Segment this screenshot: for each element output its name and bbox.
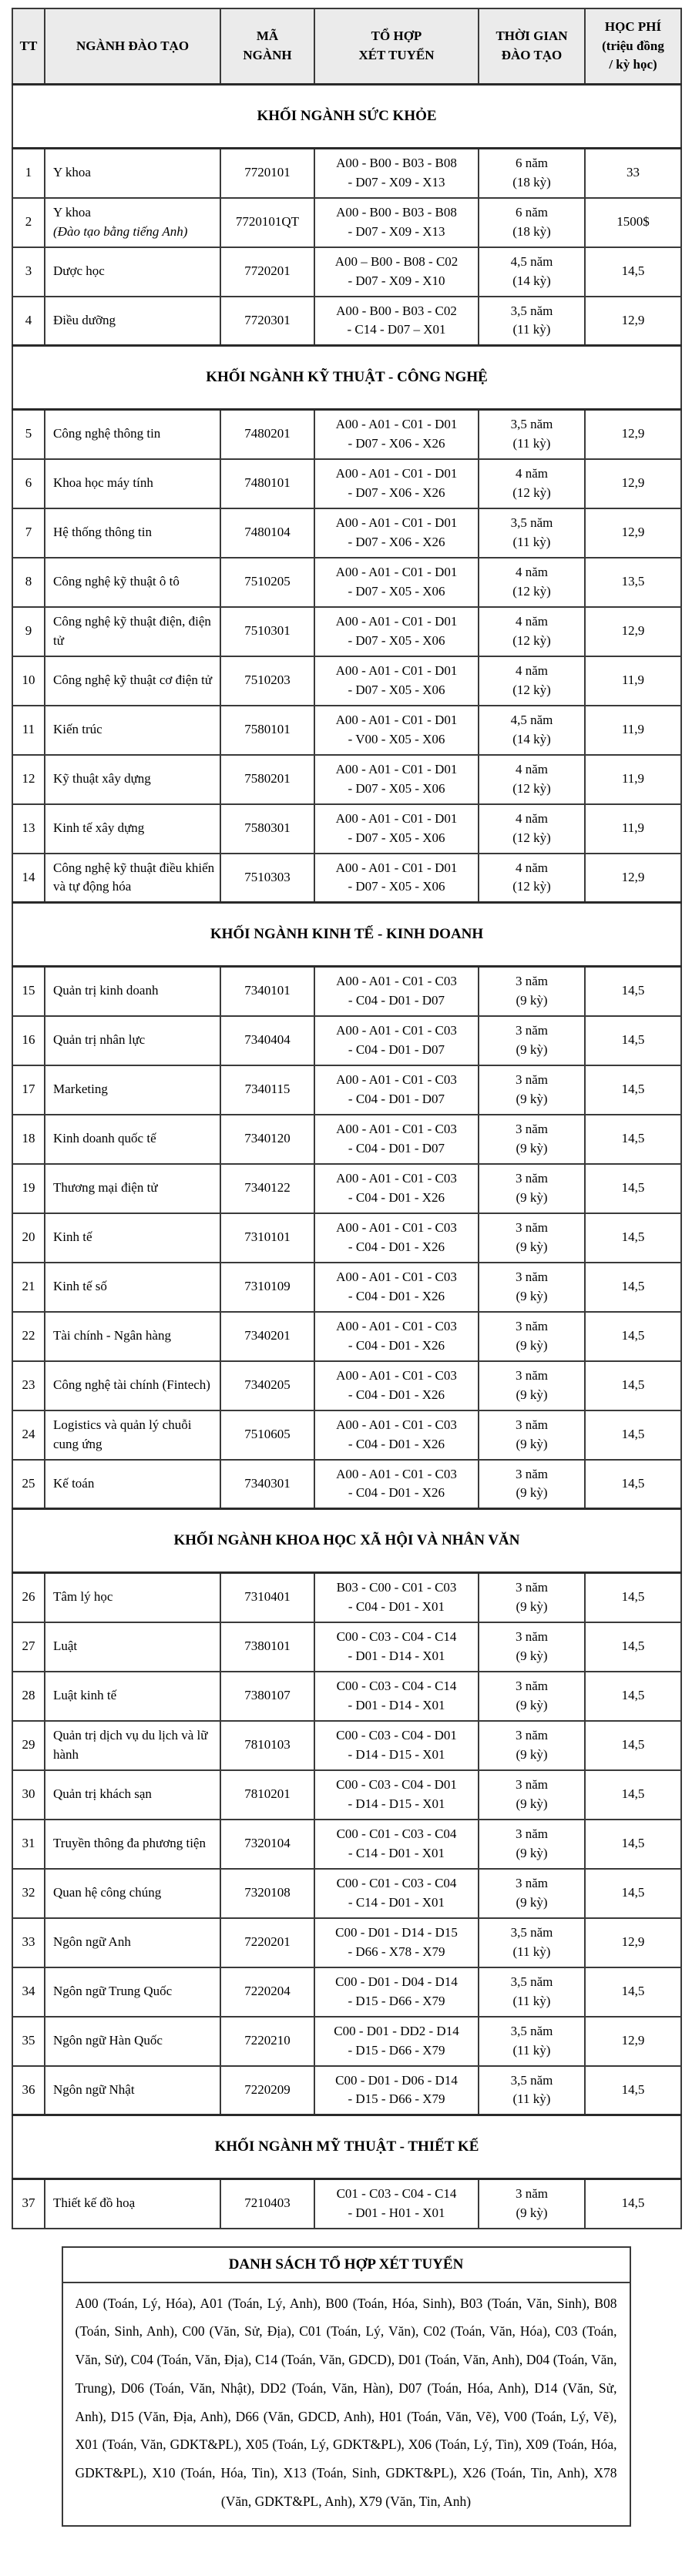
table-row xyxy=(12,1672,681,1721)
cell-combinations: A00 - A01 - C01 - C03 - C04 - D01 - X26 xyxy=(314,1460,479,1509)
cell-combinations: A00 - A01 - C01 - D01 - V00 - X05 - X06 xyxy=(314,706,479,755)
table-row xyxy=(12,1312,681,1361)
cell-combinations: C00 - D01 - D06 - D14 - D15 - D66 - X79 xyxy=(314,2066,479,2115)
table-row xyxy=(12,1622,681,1672)
cell-major-name: Quản trị dịch vụ du lịch và lữ hành xyxy=(45,1721,220,1770)
cell-row-number: 5 xyxy=(12,410,45,459)
cell-major-name: Kinh tế xyxy=(45,1213,220,1263)
table-row xyxy=(12,297,681,346)
cell-duration: 3 năm (9 kỳ) xyxy=(479,967,585,1016)
cell-major-name: Kinh doanh quốc tế xyxy=(45,1115,220,1164)
cell-fee: 12,9 xyxy=(585,297,681,346)
cell-major-code: 7720101QT xyxy=(220,198,314,247)
cell-major-name: Luật xyxy=(45,1622,220,1672)
cell-row-number: 18 xyxy=(12,1115,45,1164)
cell-combinations: A00 - A01 - C01 - D01 - D07 - X05 - X06 xyxy=(314,607,479,656)
section-header-title: KHỐI NGÀNH KINH TẾ - KINH DOANH xyxy=(12,903,681,967)
cell-fee: 14,5 xyxy=(585,1065,681,1115)
header-row xyxy=(12,8,681,85)
cell-duration: 3 năm (9 kỳ) xyxy=(479,1672,585,1721)
cell-fee: 14,5 xyxy=(585,1460,681,1509)
cell-row-number: 30 xyxy=(12,1770,45,1820)
cell-major-code: 7340205 xyxy=(220,1361,314,1410)
section-header-row xyxy=(12,85,681,149)
table-row xyxy=(12,1820,681,1869)
cell-major-name: Tâm lý học xyxy=(45,1573,220,1622)
cell-duration: 3,5 năm (11 kỳ) xyxy=(479,508,585,558)
cell-major-code: 7310101 xyxy=(220,1213,314,1263)
cell-major-code: 7340115 xyxy=(220,1065,314,1115)
table-row xyxy=(12,1213,681,1263)
cell-major-code: 7510203 xyxy=(220,656,314,706)
cell-major-code: 7720201 xyxy=(220,247,314,297)
cell-major-code: 7480201 xyxy=(220,410,314,459)
cell-major-code: 7220204 xyxy=(220,1967,314,2017)
cell-row-number: 33 xyxy=(12,1918,45,1967)
cell-combinations: A00 - A01 - C01 - D01 - D07 - X05 - X06 xyxy=(314,656,479,706)
cell-row-number: 29 xyxy=(12,1721,45,1770)
cell-row-number: 22 xyxy=(12,1312,45,1361)
cell-fee: 14,5 xyxy=(585,1361,681,1410)
cell-major-name: Y khoa (Đào tạo bằng tiếng Anh) xyxy=(45,198,220,247)
cell-duration: 3,5 năm (11 kỳ) xyxy=(479,297,585,346)
cell-duration: 3,5 năm (11 kỳ) xyxy=(479,1967,585,2017)
cell-major-code: 7220210 xyxy=(220,2017,314,2066)
cell-fee: 12,9 xyxy=(585,2017,681,2066)
cell-major-name: Quản trị khách sạn xyxy=(45,1770,220,1820)
table-row xyxy=(12,1460,681,1509)
cell-combinations: A00 - B00 - B03 - C02 - C14 - D07 – X01 xyxy=(314,297,479,346)
cell-combinations: C00 - C03 - C04 - C14 - D01 - D14 - X01 xyxy=(314,1622,479,1672)
cell-fee: 33 xyxy=(585,149,681,198)
cell-combinations: C00 - C01 - C03 - C04 - C14 - D01 - X01 xyxy=(314,1869,479,1918)
cell-major-code: 7340201 xyxy=(220,1312,314,1361)
cell-fee: 14,5 xyxy=(585,1115,681,1164)
cell-duration: 4 năm (12 kỳ) xyxy=(479,459,585,508)
combination-list-title: DANH SÁCH TỔ HỢP XÉT TUYỂN xyxy=(63,2248,630,2283)
section-header-title: KHỐI NGÀNH MỸ THUẬT - THIẾT KẾ xyxy=(12,2115,681,2179)
table-row xyxy=(12,1263,681,1312)
cell-combinations: C00 - D01 - D14 - D15 - D66 - X78 - X79 xyxy=(314,1918,479,1967)
cell-row-number: 24 xyxy=(12,1410,45,1460)
cell-combinations: A00 - A01 - C01 - D01 - D07 - X05 - X06 xyxy=(314,854,479,903)
cell-combinations: A00 - A01 - C01 - C03 - C04 - D01 - D07 xyxy=(314,967,479,1016)
cell-duration: 3 năm (9 kỳ) xyxy=(479,1410,585,1460)
cell-fee: 14,5 xyxy=(585,967,681,1016)
cell-row-number: 37 xyxy=(12,2179,45,2229)
cell-major-code: 7810103 xyxy=(220,1721,314,1770)
table-row xyxy=(12,558,681,607)
cell-duration: 3 năm (9 kỳ) xyxy=(479,1065,585,1115)
cell-row-number: 17 xyxy=(12,1065,45,1115)
cell-duration: 6 năm (18 kỳ) xyxy=(479,198,585,247)
cell-major-code: 7480101 xyxy=(220,459,314,508)
cell-duration: 3 năm (9 kỳ) xyxy=(479,2179,585,2229)
cell-fee: 14,5 xyxy=(585,1016,681,1065)
cell-major-code: 7510303 xyxy=(220,854,314,903)
cell-major-name: Quản trị kinh doanh xyxy=(45,967,220,1016)
cell-fee: 14,5 xyxy=(585,1672,681,1721)
cell-combinations: A00 - A01 - C01 - C03 - C04 - D01 - X26 xyxy=(314,1213,479,1263)
cell-major-name: Truyền thông đa phương tiện xyxy=(45,1820,220,1869)
table-row xyxy=(12,1164,681,1213)
cell-fee: 14,5 xyxy=(585,1573,681,1622)
cell-major-name: Kinh tế số xyxy=(45,1263,220,1312)
cell-major-name: Công nghệ tài chính (Fintech) xyxy=(45,1361,220,1410)
cell-major-name: Quản trị nhân lực xyxy=(45,1016,220,1065)
cell-duration: 3 năm (9 kỳ) xyxy=(479,1164,585,1213)
cell-duration: 4 năm (12 kỳ) xyxy=(479,804,585,854)
cell-row-number: 19 xyxy=(12,1164,45,1213)
cell-row-number: 16 xyxy=(12,1016,45,1065)
section-header-row xyxy=(12,1509,681,1573)
cell-major-name: Logistics và quản lý chuỗi cung ứng xyxy=(45,1410,220,1460)
cell-major-name: Thiết kế đồ hoạ xyxy=(45,2179,220,2229)
cell-major-name: Quan hệ công chúng xyxy=(45,1869,220,1918)
cell-major-code: 7340404 xyxy=(220,1016,314,1065)
cell-major-name: Kinh tế xây dựng xyxy=(45,804,220,854)
cell-fee: 11,9 xyxy=(585,804,681,854)
cell-duration: 4 năm (12 kỳ) xyxy=(479,854,585,903)
section-header-row xyxy=(12,903,681,967)
col-header-duration: THỜI GIAN ĐÀO TẠO xyxy=(479,8,585,85)
cell-major-code: 7310109 xyxy=(220,1263,314,1312)
cell-major-name: Ngôn ngữ Anh xyxy=(45,1918,220,1967)
cell-major-name: Hệ thống thông tin xyxy=(45,508,220,558)
table-row xyxy=(12,410,681,459)
cell-duration: 4 năm (12 kỳ) xyxy=(479,607,585,656)
cell-duration: 3 năm (9 kỳ) xyxy=(479,1869,585,1918)
cell-duration: 4,5 năm (14 kỳ) xyxy=(479,706,585,755)
cell-row-number: 21 xyxy=(12,1263,45,1312)
table-row xyxy=(12,1770,681,1820)
table-row xyxy=(12,1869,681,1918)
cell-major-code: 7510205 xyxy=(220,558,314,607)
cell-duration: 4,5 năm (14 kỳ) xyxy=(479,247,585,297)
table-row xyxy=(12,607,681,656)
cell-row-number: 26 xyxy=(12,1573,45,1622)
cell-duration: 3 năm (9 kỳ) xyxy=(479,1622,585,1672)
combination-list-text: A00 (Toán, Lý, Hóa), A01 (Toán, Lý, Anh), B00 (Toán, Hóa, Sinh), B03 (Toán, Văn, Sinh), B08 (Toán, Sinh, Anh), C00 (Văn, Sử, Địa), C01 (Toán, Lý, Văn), C02 (Toán, Văn, Hóa), C03 (Toán, Văn, Sử), C04 (Toán, Văn, Địa), C14 (Toán, Văn, GDCD), D01 (Toán, Văn, Anh), D04 (Toán, Văn, Trung), D06 (Toán, Văn, Nhật), DD2 (Toán, Văn, Hàn), D07 (Toán, Hóa, Anh), D14 (Văn, Sử, Anh), D15 (Văn, Địa, Anh), D66 (Văn, GDCD, Anh), H01 (Toán, Văn, Vẽ), V00 (Toán, Lý, Vẽ), X01 (Toán, Văn, GDKT&PL), X05 (Toán, Lý, GDKT&PL), X06 (Toán, Lý, Tin), X09 (Toán, Hóa, GDKT&PL), X10 (Toán, Hóa, Tin), X13 (Toán, Sinh, GDKT&PL), X26 (Toán, Tin, Anh), X78 (Văn, GDKT&PL, Anh), X79 (Văn, Tin, Anh) xyxy=(75,2295,617,2509)
cell-duration: 3 năm (9 kỳ) xyxy=(479,1213,585,1263)
section-header-title: KHỐI NGÀNH KỸ THUẬT - CÔNG NGHỆ xyxy=(12,346,681,410)
col-header-fee: HỌC PHÍ (triệu đồng / kỳ học) xyxy=(585,8,681,85)
table-row xyxy=(12,755,681,804)
cell-row-number: 6 xyxy=(12,459,45,508)
table-row xyxy=(12,706,681,755)
cell-duration: 4 năm (12 kỳ) xyxy=(479,558,585,607)
cell-row-number: 7 xyxy=(12,508,45,558)
cell-fee: 14,5 xyxy=(585,1622,681,1672)
majors-table xyxy=(12,8,682,2229)
table-row xyxy=(12,1115,681,1164)
cell-duration: 3,5 năm (11 kỳ) xyxy=(479,1918,585,1967)
cell-duration: 3 năm (9 kỳ) xyxy=(479,1115,585,1164)
cell-duration: 3 năm (9 kỳ) xyxy=(479,1820,585,1869)
cell-fee: 12,9 xyxy=(585,1918,681,1967)
cell-duration: 3 năm (9 kỳ) xyxy=(479,1460,585,1509)
cell-combinations: C00 - C03 - C04 - D01 - D14 - D15 - X01 xyxy=(314,1770,479,1820)
cell-row-number: 1 xyxy=(12,149,45,198)
cell-row-number: 36 xyxy=(12,2066,45,2115)
cell-major-code: 7380107 xyxy=(220,1672,314,1721)
section-header-title: KHỐI NGÀNH KHOA HỌC XÃ HỘI VÀ NHÂN VĂN xyxy=(12,1509,681,1573)
cell-combinations: A00 - A01 - C01 - C03 - C04 - D01 - D07 xyxy=(314,1016,479,1065)
cell-combinations: A00 - A01 - C01 - D01 - D07 - X06 - X26 xyxy=(314,508,479,558)
cell-fee: 11,9 xyxy=(585,755,681,804)
cell-major-code: 7220201 xyxy=(220,1918,314,1967)
cell-major-name: Công nghệ kỹ thuật ô tô xyxy=(45,558,220,607)
table-row xyxy=(12,149,681,198)
cell-fee: 12,9 xyxy=(585,410,681,459)
cell-major-code: 7340122 xyxy=(220,1164,314,1213)
cell-fee: 12,9 xyxy=(585,459,681,508)
cell-fee: 14,5 xyxy=(585,1410,681,1460)
col-header-combo: TỔ HỢP XÉT TUYỂN xyxy=(314,8,479,85)
cell-combinations: A00 - A01 - C01 - C03 - C04 - D01 - D07 xyxy=(314,1115,479,1164)
cell-duration: 4 năm (12 kỳ) xyxy=(479,755,585,804)
cell-combinations: C00 - C01 - C03 - C04 - C14 - D01 - X01 xyxy=(314,1820,479,1869)
cell-major-code: 7810201 xyxy=(220,1770,314,1820)
cell-major-name: Tài chính - Ngân hàng xyxy=(45,1312,220,1361)
cell-fee: 1500$ xyxy=(585,198,681,247)
table-row xyxy=(12,1016,681,1065)
table-row xyxy=(12,967,681,1016)
cell-major-code: 7580101 xyxy=(220,706,314,755)
table-row xyxy=(12,1721,681,1770)
table-header xyxy=(12,8,681,85)
cell-fee: 12,9 xyxy=(585,508,681,558)
cell-fee: 14,5 xyxy=(585,247,681,297)
cell-combinations: A00 - A01 - C01 - C03 - C04 - D01 - X26 xyxy=(314,1164,479,1213)
cell-duration: 3 năm (9 kỳ) xyxy=(479,1016,585,1065)
cell-major-name: Thương mại điện tử xyxy=(45,1164,220,1213)
cell-combinations: B03 - C00 - C01 - C03 - C04 - D01 - X01 xyxy=(314,1573,479,1622)
cell-duration: 6 năm (18 kỳ) xyxy=(479,149,585,198)
table-row xyxy=(12,198,681,247)
cell-major-name: Marketing xyxy=(45,1065,220,1115)
section-header-row xyxy=(12,2115,681,2179)
cell-row-number: 35 xyxy=(12,2017,45,2066)
cell-row-number: 9 xyxy=(12,607,45,656)
cell-major-code: 7210403 xyxy=(220,2179,314,2229)
cell-row-number: 11 xyxy=(12,706,45,755)
cell-combinations: A00 - A01 - C01 - C03 - C04 - D01 - D07 xyxy=(314,1065,479,1115)
cell-combinations: A00 - A01 - C01 - D01 - D07 - X05 - X06 xyxy=(314,558,479,607)
cell-major-name: Ngôn ngữ Hàn Quốc xyxy=(45,2017,220,2066)
cell-fee: 14,5 xyxy=(585,1164,681,1213)
cell-major-name: Luật kinh tế xyxy=(45,1672,220,1721)
cell-row-number: 28 xyxy=(12,1672,45,1721)
cell-fee: 11,9 xyxy=(585,656,681,706)
cell-major-name: Y khoa xyxy=(45,149,220,198)
cell-row-number: 23 xyxy=(12,1361,45,1410)
cell-major-name: Điều dưỡng xyxy=(45,297,220,346)
cell-row-number: 10 xyxy=(12,656,45,706)
cell-major-code: 7340101 xyxy=(220,967,314,1016)
cell-row-number: 31 xyxy=(12,1820,45,1869)
cell-major-name: Khoa học máy tính xyxy=(45,459,220,508)
cell-combinations: A00 - A01 - C01 - D01 - D07 - X06 - X26 xyxy=(314,459,479,508)
cell-major-name: Công nghệ kỹ thuật điều khiển và tự động hóa xyxy=(45,854,220,903)
cell-fee: 14,5 xyxy=(585,1721,681,1770)
cell-row-number: 8 xyxy=(12,558,45,607)
major-name-note: (Đào tạo bằng tiếng Anh) xyxy=(53,223,188,239)
table-body xyxy=(12,85,681,2229)
section-header-row xyxy=(12,346,681,410)
cell-row-number: 32 xyxy=(12,1869,45,1918)
cell-duration: 3,5 năm (11 kỳ) xyxy=(479,410,585,459)
table-row xyxy=(12,854,681,903)
cell-major-code: 7510301 xyxy=(220,607,314,656)
cell-combinations: C00 - D01 - DD2 - D14 - D15 - D66 - X79 xyxy=(314,2017,479,2066)
cell-combinations: A00 - A01 - C01 - C03 - C04 - D01 - X26 xyxy=(314,1312,479,1361)
table-row xyxy=(12,804,681,854)
cell-combinations: A00 - A01 - C01 - D01 - D07 - X05 - X06 xyxy=(314,755,479,804)
cell-combinations: A00 - A01 - C01 - D01 - D07 - X05 - X06 xyxy=(314,804,479,854)
table-row xyxy=(12,1361,681,1410)
col-header-major: NGÀNH ĐÀO TẠO xyxy=(45,8,220,85)
cell-major-code: 7720101 xyxy=(220,149,314,198)
table-row xyxy=(12,247,681,297)
cell-row-number: 27 xyxy=(12,1622,45,1672)
cell-duration: 3 năm (9 kỳ) xyxy=(479,1573,585,1622)
cell-row-number: 3 xyxy=(12,247,45,297)
cell-combinations: A00 – B00 - B08 - C02 - D07 - X09 - X10 xyxy=(314,247,479,297)
table-row xyxy=(12,1065,681,1115)
cell-row-number: 34 xyxy=(12,1967,45,2017)
cell-major-name: Kiến trúc xyxy=(45,706,220,755)
cell-duration: 3,5 năm (11 kỳ) xyxy=(479,2017,585,2066)
combination-list-box xyxy=(62,2246,631,2527)
table-row xyxy=(12,1573,681,1622)
cell-major-code: 7220209 xyxy=(220,2066,314,2115)
cell-major-code: 7310401 xyxy=(220,1573,314,1622)
cell-duration: 3 năm (9 kỳ) xyxy=(479,1312,585,1361)
cell-major-code: 7380101 xyxy=(220,1622,314,1672)
cell-major-code: 7580201 xyxy=(220,755,314,804)
cell-major-code: 7340301 xyxy=(220,1460,314,1509)
cell-row-number: 2 xyxy=(12,198,45,247)
cell-major-code: 7480104 xyxy=(220,508,314,558)
table-row xyxy=(12,2066,681,2115)
cell-fee: 14,5 xyxy=(585,1263,681,1312)
cell-row-number: 13 xyxy=(12,804,45,854)
cell-fee: 14,5 xyxy=(585,1213,681,1263)
col-header-tt: TT xyxy=(12,8,45,85)
cell-major-name: Ngôn ngữ Nhật xyxy=(45,2066,220,2115)
cell-duration: 3 năm (9 kỳ) xyxy=(479,1263,585,1312)
cell-row-number: 15 xyxy=(12,967,45,1016)
cell-fee: 12,9 xyxy=(585,854,681,903)
cell-row-number: 20 xyxy=(12,1213,45,1263)
cell-combinations: A00 - A01 - C01 - C03 - C04 - D01 - X26 xyxy=(314,1361,479,1410)
cell-fee: 14,5 xyxy=(585,1312,681,1361)
cell-combinations: A00 - A01 - C01 - D01 - D07 - X06 - X26 xyxy=(314,410,479,459)
cell-major-name: Dược học xyxy=(45,247,220,297)
cell-major-name: Kỹ thuật xây dựng xyxy=(45,755,220,804)
cell-major-name: Ngôn ngữ Trung Quốc xyxy=(45,1967,220,2017)
cell-row-number: 4 xyxy=(12,297,45,346)
cell-combinations: A00 - B00 - B03 - B08 - D07 - X09 - X13 xyxy=(314,198,479,247)
cell-major-code: 7510605 xyxy=(220,1410,314,1460)
cell-combinations: C00 - D01 - D04 - D14 - D15 - D66 - X79 xyxy=(314,1967,479,2017)
cell-fee: 14,5 xyxy=(585,1820,681,1869)
cell-major-code: 7320104 xyxy=(220,1820,314,1869)
cell-major-code: 7720301 xyxy=(220,297,314,346)
cell-fee: 13,5 xyxy=(585,558,681,607)
cell-fee: 11,9 xyxy=(585,706,681,755)
cell-combinations: A00 - A01 - C01 - C03 - C04 - D01 - X26 xyxy=(314,1410,479,1460)
cell-duration: 3 năm (9 kỳ) xyxy=(479,1721,585,1770)
table-row xyxy=(12,1967,681,2017)
cell-combinations: C00 - C03 - C04 - D01 - D14 - D15 - X01 xyxy=(314,1721,479,1770)
cell-fee: 14,5 xyxy=(585,2066,681,2115)
cell-row-number: 14 xyxy=(12,854,45,903)
cell-duration: 3 năm (9 kỳ) xyxy=(479,1361,585,1410)
cell-fee: 14,5 xyxy=(585,1967,681,2017)
cell-duration: 4 năm (12 kỳ) xyxy=(479,656,585,706)
cell-row-number: 12 xyxy=(12,755,45,804)
section-header-title: KHỐI NGÀNH SỨC KHỎE xyxy=(12,85,681,149)
cell-row-number: 25 xyxy=(12,1460,45,1509)
cell-combinations: C00 - C03 - C04 - C14 - D01 - D14 - X01 xyxy=(314,1672,479,1721)
cell-major-code: 7580301 xyxy=(220,804,314,854)
table-row xyxy=(12,1410,681,1460)
cell-major-name: Công nghệ kỹ thuật điện, điện tử xyxy=(45,607,220,656)
cell-combinations: C01 - C03 - C04 - C14 - D01 - H01 - X01 xyxy=(314,2179,479,2229)
cell-duration: 3,5 năm (11 kỳ) xyxy=(479,2066,585,2115)
cell-combinations: A00 - A01 - C01 - C03 - C04 - D01 - X26 xyxy=(314,1263,479,1312)
cell-major-code: 7340120 xyxy=(220,1115,314,1164)
table-row xyxy=(12,2179,681,2229)
cell-major-code: 7320108 xyxy=(220,1869,314,1918)
cell-fee: 14,5 xyxy=(585,2179,681,2229)
cell-duration: 3 năm (9 kỳ) xyxy=(479,1770,585,1820)
table-row xyxy=(12,508,681,558)
cell-fee: 14,5 xyxy=(585,1770,681,1820)
table-row xyxy=(12,2017,681,2066)
cell-major-name: Kế toán xyxy=(45,1460,220,1509)
cell-combinations: A00 - B00 - B03 - B08 - D07 - X09 - X13 xyxy=(314,149,479,198)
cell-fee: 14,5 xyxy=(585,1869,681,1918)
col-header-code: MÃ NGÀNH xyxy=(220,8,314,85)
cell-major-name: Công nghệ kỹ thuật cơ điện tử xyxy=(45,656,220,706)
cell-major-name: Công nghệ thông tin xyxy=(45,410,220,459)
table-row xyxy=(12,459,681,508)
table-row xyxy=(12,656,681,706)
cell-fee: 12,9 xyxy=(585,607,681,656)
table-row xyxy=(12,1918,681,1967)
